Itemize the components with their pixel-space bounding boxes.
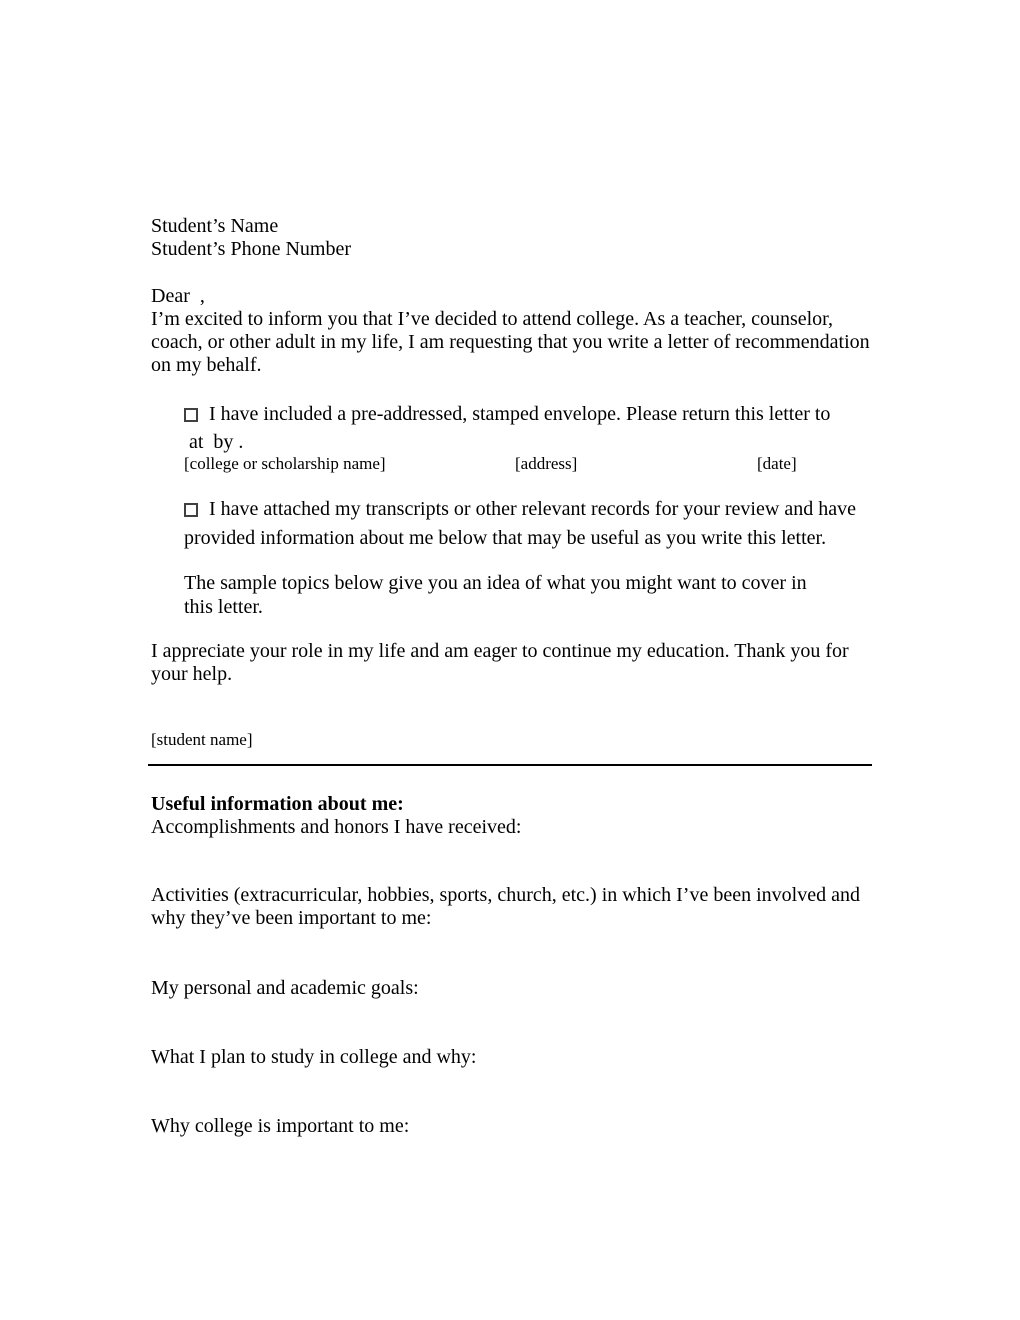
envelope-item-text: I have included a pre-addressed, stamped envelope. Please return this letter to xyxy=(209,403,831,425)
closing-paragraph: I appreciate your role in my life and am eager to continue my education. Thank you for your help. xyxy=(151,640,849,685)
letter-body xyxy=(151,215,871,1138)
student-name-line: Student’s Name xyxy=(151,215,279,237)
contact-block xyxy=(151,215,871,261)
intro-paragraph: I’m excited to inform you that I’ve decided to attend college. As a teacher, counselor, coach, or other adult in my life, I am requesting that you write a letter of recommendation on my behalf. xyxy=(151,308,870,376)
transcripts-checkbox-item xyxy=(184,495,871,553)
opening-paragraph xyxy=(151,285,871,377)
prompt-activities: Activities (extracurricular, hobbies, sports, church, etc.) in which I’ve been involved and why they’ve been important to me: xyxy=(151,884,860,929)
prompt-goals: My personal and academic goals: xyxy=(151,977,419,999)
college-name-field-label: [college or scholarship name] xyxy=(184,454,386,473)
envelope-checkbox-item xyxy=(184,400,871,475)
prompt-study-plans: What I plan to study in college and why: xyxy=(151,1046,477,1068)
envelope-item-line2: at by . xyxy=(184,431,244,453)
envelope-item-line1 xyxy=(184,400,871,428)
address-field-label: [address] xyxy=(515,454,578,473)
section-divider xyxy=(148,764,872,766)
prompt-accomplishments: Accomplishments and honors I have received: xyxy=(151,816,522,838)
student-phone-line: Student’s Phone Number xyxy=(151,238,351,260)
student-name-placeholder: [student name] xyxy=(151,730,253,749)
sample-topics-note: The sample topics below give you an idea of what you might want to cover in this letter. xyxy=(184,572,807,618)
transcripts-checkbox[interactable] xyxy=(184,503,198,517)
field-labels-row xyxy=(184,453,871,475)
prompt-college-importance: Why college is important to me: xyxy=(151,1115,410,1137)
envelope-checkbox[interactable] xyxy=(184,408,198,422)
useful-info-heading: Useful information about me: xyxy=(151,793,404,815)
date-field-label: [date] xyxy=(757,454,797,473)
salutation: Dear , xyxy=(151,285,205,307)
transcripts-item-text: I have attached my transcripts or other relevant records for your review and have provided information about me below that may be useful as you write this letter. xyxy=(184,498,856,549)
